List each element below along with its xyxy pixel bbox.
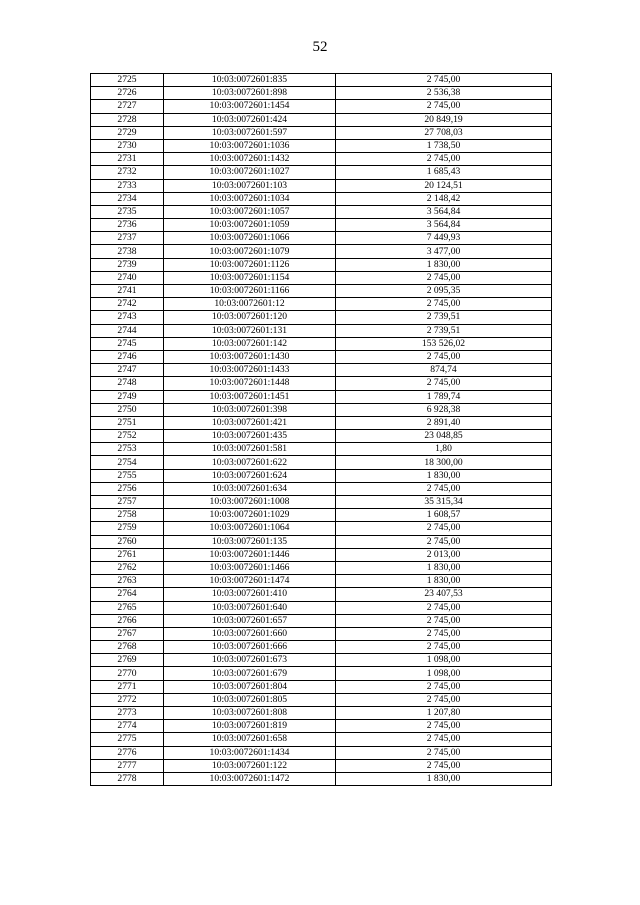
cadastral-number-cell: 10:03:0072601:898 [164, 87, 336, 100]
value-cell: 2 745,00 [336, 377, 552, 390]
table-row [91, 482, 552, 495]
table-row [91, 759, 552, 772]
value-cell: 874,74 [336, 364, 552, 377]
value-cell: 23 407,53 [336, 588, 552, 601]
value-cell: 1 789,74 [336, 390, 552, 403]
registry-table [90, 73, 552, 786]
row-number-cell: 2748 [91, 377, 164, 390]
value-cell: 2 745,00 [336, 482, 552, 495]
value-cell: 2 745,00 [336, 746, 552, 759]
table-row [91, 166, 552, 179]
table-row [91, 456, 552, 469]
cadastral-number-cell: 10:03:0072601:398 [164, 403, 336, 416]
table-row [91, 87, 552, 100]
cadastral-number-cell: 10:03:0072601:12 [164, 298, 336, 311]
row-number-cell: 2755 [91, 469, 164, 482]
table-row [91, 601, 552, 614]
value-cell: 2 891,40 [336, 416, 552, 429]
cadastral-number-cell: 10:03:0072601:1430 [164, 350, 336, 363]
value-cell: 2 148,42 [336, 192, 552, 205]
table-row [91, 364, 552, 377]
value-cell: 35 315,34 [336, 496, 552, 509]
value-cell: 2 745,00 [336, 350, 552, 363]
value-cell: 2 745,00 [336, 601, 552, 614]
value-cell: 18 300,00 [336, 456, 552, 469]
row-number-cell: 2757 [91, 496, 164, 509]
value-cell: 2 745,00 [336, 271, 552, 284]
cadastral-number-cell: 10:03:0072601:597 [164, 126, 336, 139]
cadastral-number-cell: 10:03:0072601:421 [164, 416, 336, 429]
value-cell: 2 745,00 [336, 614, 552, 627]
cadastral-number-cell: 10:03:0072601:1454 [164, 100, 336, 113]
table-row [91, 535, 552, 548]
cadastral-number-cell: 10:03:0072601:1432 [164, 153, 336, 166]
row-number-cell: 2728 [91, 113, 164, 126]
table-row [91, 324, 552, 337]
cadastral-number-cell: 10:03:0072601:1029 [164, 509, 336, 522]
row-number-cell: 2729 [91, 126, 164, 139]
value-cell: 3 477,00 [336, 245, 552, 258]
row-number-cell: 2754 [91, 456, 164, 469]
row-number-cell: 2762 [91, 561, 164, 574]
value-cell: 2 536,38 [336, 87, 552, 100]
table-row [91, 641, 552, 654]
table-row [91, 733, 552, 746]
table-row [91, 100, 552, 113]
registry-table-body [91, 74, 552, 786]
value-cell: 1 608,57 [336, 509, 552, 522]
cadastral-number-cell: 10:03:0072601:1434 [164, 746, 336, 759]
row-number-cell: 2767 [91, 627, 164, 640]
cadastral-number-cell: 10:03:0072601:679 [164, 667, 336, 680]
table-row [91, 179, 552, 192]
table-row [91, 693, 552, 706]
table-row [91, 139, 552, 152]
value-cell: 1 098,00 [336, 667, 552, 680]
row-number-cell: 2747 [91, 364, 164, 377]
row-number-cell: 2736 [91, 219, 164, 232]
row-number-cell: 2769 [91, 654, 164, 667]
value-cell: 2 745,00 [336, 759, 552, 772]
row-number-cell: 2753 [91, 443, 164, 456]
cadastral-number-cell: 10:03:0072601:835 [164, 74, 336, 87]
value-cell: 2 745,00 [336, 522, 552, 535]
row-number-cell: 2766 [91, 614, 164, 627]
cadastral-number-cell: 10:03:0072601:622 [164, 456, 336, 469]
value-cell: 1 685,43 [336, 166, 552, 179]
row-number-cell: 2741 [91, 285, 164, 298]
row-number-cell: 2742 [91, 298, 164, 311]
cadastral-number-cell: 10:03:0072601:805 [164, 693, 336, 706]
value-cell: 1 830,00 [336, 561, 552, 574]
row-number-cell: 2770 [91, 667, 164, 680]
table-row [91, 614, 552, 627]
row-number-cell: 2772 [91, 693, 164, 706]
cadastral-number-cell: 10:03:0072601:142 [164, 337, 336, 350]
row-number-cell: 2738 [91, 245, 164, 258]
table-row [91, 337, 552, 350]
page-number: 52 [312, 39, 328, 55]
table-row [91, 707, 552, 720]
row-number-cell: 2743 [91, 311, 164, 324]
row-number-cell: 2771 [91, 680, 164, 693]
table-row [91, 285, 552, 298]
cadastral-number-cell: 10:03:0072601:660 [164, 627, 336, 640]
value-cell: 1 098,00 [336, 654, 552, 667]
cadastral-number-cell: 10:03:0072601:581 [164, 443, 336, 456]
cadastral-number-cell: 10:03:0072601:410 [164, 588, 336, 601]
row-number-cell: 2764 [91, 588, 164, 601]
row-number-cell: 2744 [91, 324, 164, 337]
value-cell: 2 095,35 [336, 285, 552, 298]
row-number-cell: 2731 [91, 153, 164, 166]
value-cell: 153 526,02 [336, 337, 552, 350]
row-number-cell: 2773 [91, 707, 164, 720]
table-row [91, 627, 552, 640]
cadastral-number-cell: 10:03:0072601:1448 [164, 377, 336, 390]
value-cell: 1 830,00 [336, 772, 552, 785]
value-cell: 2 745,00 [336, 298, 552, 311]
table-row [91, 232, 552, 245]
cadastral-number-cell: 10:03:0072601:666 [164, 641, 336, 654]
cadastral-number-cell: 10:03:0072601:435 [164, 430, 336, 443]
row-number-cell: 2765 [91, 601, 164, 614]
row-number-cell: 2739 [91, 258, 164, 271]
row-number-cell: 2745 [91, 337, 164, 350]
cadastral-number-cell: 10:03:0072601:1079 [164, 245, 336, 258]
table-row [91, 509, 552, 522]
row-number-cell: 2774 [91, 720, 164, 733]
cadastral-number-cell: 10:03:0072601:808 [164, 707, 336, 720]
value-cell: 2 745,00 [336, 74, 552, 87]
cadastral-number-cell: 10:03:0072601:1166 [164, 285, 336, 298]
table-row [91, 469, 552, 482]
row-number-cell: 2778 [91, 772, 164, 785]
value-cell: 1 830,00 [336, 469, 552, 482]
value-cell: 2 745,00 [336, 720, 552, 733]
cadastral-number-cell: 10:03:0072601:1433 [164, 364, 336, 377]
row-number-cell: 2759 [91, 522, 164, 535]
row-number-cell: 2752 [91, 430, 164, 443]
value-cell: 2 745,00 [336, 535, 552, 548]
table-row [91, 403, 552, 416]
value-cell: 1 830,00 [336, 258, 552, 271]
table-row [91, 548, 552, 561]
table-row [91, 416, 552, 429]
row-number-cell: 2756 [91, 482, 164, 495]
table-row [91, 496, 552, 509]
cadastral-number-cell: 10:03:0072601:424 [164, 113, 336, 126]
value-cell: 2 739,51 [336, 324, 552, 337]
cadastral-number-cell: 10:03:0072601:1034 [164, 192, 336, 205]
row-number-cell: 2735 [91, 205, 164, 218]
table-row [91, 192, 552, 205]
table-row [91, 350, 552, 363]
row-number-cell: 2733 [91, 179, 164, 192]
table-row [91, 113, 552, 126]
table-row [91, 746, 552, 759]
value-cell: 2 745,00 [336, 693, 552, 706]
table-row [91, 575, 552, 588]
row-number-cell: 2750 [91, 403, 164, 416]
cadastral-number-cell: 10:03:0072601:1126 [164, 258, 336, 271]
table-row [91, 219, 552, 232]
table-row [91, 561, 552, 574]
row-number-cell: 2761 [91, 548, 164, 561]
row-number-cell: 2737 [91, 232, 164, 245]
value-cell: 2 013,00 [336, 548, 552, 561]
cadastral-number-cell: 10:03:0072601:1446 [164, 548, 336, 561]
cadastral-number-cell: 10:03:0072601:673 [164, 654, 336, 667]
row-number-cell: 2726 [91, 87, 164, 100]
table-row [91, 522, 552, 535]
row-number-cell: 2725 [91, 74, 164, 87]
value-cell: 2 745,00 [336, 680, 552, 693]
row-number-cell: 2777 [91, 759, 164, 772]
row-number-cell: 2749 [91, 390, 164, 403]
value-cell: 2 745,00 [336, 627, 552, 640]
table-row [91, 153, 552, 166]
cadastral-number-cell: 10:03:0072601:1036 [164, 139, 336, 152]
row-number-cell: 2732 [91, 166, 164, 179]
cadastral-number-cell: 10:03:0072601:1064 [164, 522, 336, 535]
table-row [91, 667, 552, 680]
value-cell: 7 449,93 [336, 232, 552, 245]
row-number-cell: 2746 [91, 350, 164, 363]
row-number-cell: 2751 [91, 416, 164, 429]
cadastral-number-cell: 10:03:0072601:131 [164, 324, 336, 337]
value-cell: 2 739,51 [336, 311, 552, 324]
row-number-cell: 2734 [91, 192, 164, 205]
cadastral-number-cell: 10:03:0072601:657 [164, 614, 336, 627]
cadastral-number-cell: 10:03:0072601:624 [164, 469, 336, 482]
table-row [91, 258, 552, 271]
cadastral-number-cell: 10:03:0072601:634 [164, 482, 336, 495]
value-cell: 27 708,03 [336, 126, 552, 139]
cadastral-number-cell: 10:03:0072601:1059 [164, 219, 336, 232]
cadastral-number-cell: 10:03:0072601:640 [164, 601, 336, 614]
row-number-cell: 2730 [91, 139, 164, 152]
table-row [91, 443, 552, 456]
cadastral-number-cell: 10:03:0072601:1008 [164, 496, 336, 509]
row-number-cell: 2768 [91, 641, 164, 654]
row-number-cell: 2775 [91, 733, 164, 746]
value-cell: 2 745,00 [336, 733, 552, 746]
row-number-cell: 2760 [91, 535, 164, 548]
table-row [91, 772, 552, 785]
value-cell: 3 564,84 [336, 205, 552, 218]
value-cell: 1 830,00 [336, 575, 552, 588]
table-row [91, 311, 552, 324]
value-cell: 1 738,50 [336, 139, 552, 152]
cadastral-number-cell: 10:03:0072601:1451 [164, 390, 336, 403]
cadastral-number-cell: 10:03:0072601:120 [164, 311, 336, 324]
value-cell: 20 124,51 [336, 179, 552, 192]
value-cell: 23 048,85 [336, 430, 552, 443]
cadastral-number-cell: 10:03:0072601:1154 [164, 271, 336, 284]
cadastral-number-cell: 10:03:0072601:122 [164, 759, 336, 772]
cadastral-number-cell: 10:03:0072601:1027 [164, 166, 336, 179]
row-number-cell: 2758 [91, 509, 164, 522]
table-row [91, 74, 552, 87]
table-row [91, 654, 552, 667]
value-cell: 2 745,00 [336, 153, 552, 166]
table-row [91, 377, 552, 390]
value-cell: 3 564,84 [336, 219, 552, 232]
table-row [91, 720, 552, 733]
row-number-cell: 2776 [91, 746, 164, 759]
cadastral-number-cell: 10:03:0072601:1057 [164, 205, 336, 218]
value-cell: 20 849,19 [336, 113, 552, 126]
cadastral-number-cell: 10:03:0072601:819 [164, 720, 336, 733]
row-number-cell: 2763 [91, 575, 164, 588]
value-cell: 2 745,00 [336, 100, 552, 113]
cadastral-number-cell: 10:03:0072601:1472 [164, 772, 336, 785]
row-number-cell: 2727 [91, 100, 164, 113]
table-row [91, 205, 552, 218]
table-row [91, 430, 552, 443]
value-cell: 6 928,38 [336, 403, 552, 416]
table-row [91, 680, 552, 693]
cadastral-number-cell: 10:03:0072601:658 [164, 733, 336, 746]
cadastral-number-cell: 10:03:0072601:1066 [164, 232, 336, 245]
cadastral-number-cell: 10:03:0072601:135 [164, 535, 336, 548]
value-cell: 1,80 [336, 443, 552, 456]
cadastral-number-cell: 10:03:0072601:103 [164, 179, 336, 192]
cadastral-number-cell: 10:03:0072601:1466 [164, 561, 336, 574]
cadastral-number-cell: 10:03:0072601:804 [164, 680, 336, 693]
cadastral-number-cell: 10:03:0072601:1474 [164, 575, 336, 588]
table-row [91, 390, 552, 403]
value-cell: 1 207,80 [336, 707, 552, 720]
table-row [91, 245, 552, 258]
table-row [91, 298, 552, 311]
table-row [91, 588, 552, 601]
table-row [91, 126, 552, 139]
value-cell: 2 745,00 [336, 641, 552, 654]
row-number-cell: 2740 [91, 271, 164, 284]
table-row [91, 271, 552, 284]
